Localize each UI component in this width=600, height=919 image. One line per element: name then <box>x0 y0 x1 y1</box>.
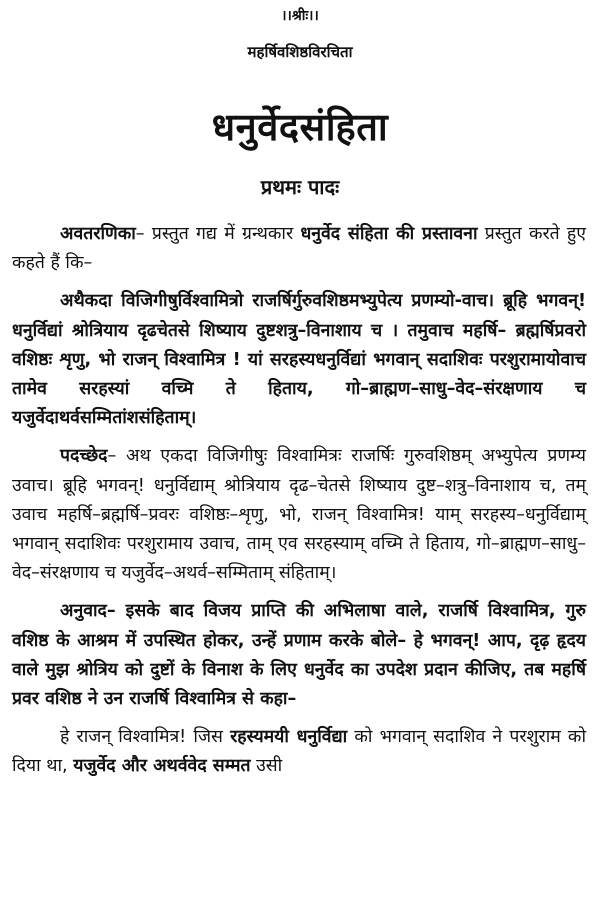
continuation-text: हे राजन् विश्वामित्र! जिस <box>60 727 231 748</box>
padaccheda-text: – अथ एकदा विजिगीषुः विश्वामित्रः राजर्षिः गुरुवशिष्ठम् अभ्युपेत्य प्रणम्य उवाच। ब्रूहि भगवन्! धनुर्विद्याम् श्रोत्रियाय दृढ–चेतसे शिष्याय दुष्ट–शत्रु–विनाशाय च, तम् उवाच महर्षि–ब्रह्मर्षि–प्रवरः वशिष्ठः–शृणु, भो, राजन् विश्वामित्र! याम् सरहस्य–धनुर्विद्याम् भगवान् सदाशिवः परशुरामाय उवाच, ताम् एव सरहस्याम् वच्मि ते हिताय, गो–ब्राह्मण–साधु–वेद–संरक्षणाय च यजुर्वेद–अथर्व–सम्मिताम् संहिताम्। <box>12 446 586 584</box>
anuvad-text: – इसके बाद विजय प्राप्ति की अभिलाषा वाले, राजर्षि विश्वामित्र, गुरु वशिष्ठ के आश्रम में उपस्थित होकर, उन्हें प्रणाम करके बोले– हे भगवन्! आप, दृढ़ हृदय वाले मुझ श्रोत्रिय को दुष्टों के विनाश के लिए धनुर्वेद का उपदेश प्रदान कीजिए, तब महर्षि प्रवर वशिष्ठ ने उन राजर्षि विश्वामित्र से कहा– <box>12 601 586 710</box>
sanskrit-verse <box>12 287 586 433</box>
attribution-line: महर्षिवशिष्ठविरचिता <box>247 43 353 61</box>
intro-text: – प्रस्तुत गद्य में ग्रन्थकार <box>135 224 301 244</box>
book-title: धनुर्वेदसंहिता <box>211 105 389 149</box>
verse-text: अथैकदा विजिगीषुर्विश्वामित्रो राजर्षिर्गुरुवशिष्ठमभ्युपेत्य प्रणम्यो-वाच। ब्रूहि भगवन्! धनुर्विद्यां श्रोत्रियाय दृढचेतसे शिष्याय दुष्टशत्रु–विनाशाय च । तमुवाच महर्षि– ब्रह्मर्षिप्रवरो वशिष्ठः शृणु, भो राजन् विश्वामित्र ! यां सरहस्यधनुर्विद्यां भगवान् सदाशिवः परशुरामायोवाच तामेव सरहस्यां वच्मि ते हिताय, गो–ब्राह्मण–साधु–वेद–संरक्षणाय च यजुर्वेदाथर्वसम्मितांशसंहिताम्। <box>12 291 586 429</box>
padaccheda-paragraph <box>12 442 586 588</box>
invocation: ।।श्रीः।। <box>281 8 319 24</box>
padaccheda-label: पदच्छेद <box>60 446 108 467</box>
body-text <box>12 220 586 791</box>
continuation-text-3: उसी <box>250 756 283 777</box>
chapter-heading: प्रथमः पादः <box>260 175 340 199</box>
intro-bold-text: धनुर्वेद संहिता की प्रस्तावना <box>300 224 478 244</box>
continuation-paragraph <box>12 723 586 781</box>
continuation-bold-2: यजुर्वेद और अथर्ववेद सम्मत <box>73 756 251 777</box>
anuvad-paragraph <box>12 597 586 714</box>
intro-label: अवतरणिका <box>60 224 136 244</box>
intro-paragraph <box>12 220 586 278</box>
continuation-bold-1: रहस्यमयी धनुर्विद्या <box>230 727 348 748</box>
anuvad-label: अनुवाद <box>60 601 107 622</box>
intro-text-end: प्रस्तुत करते हुए कहते हैं कि– <box>12 224 587 274</box>
continuation-text-2: को भगवान् सदाशिव ने परशुराम को दिया था, <box>12 727 587 777</box>
